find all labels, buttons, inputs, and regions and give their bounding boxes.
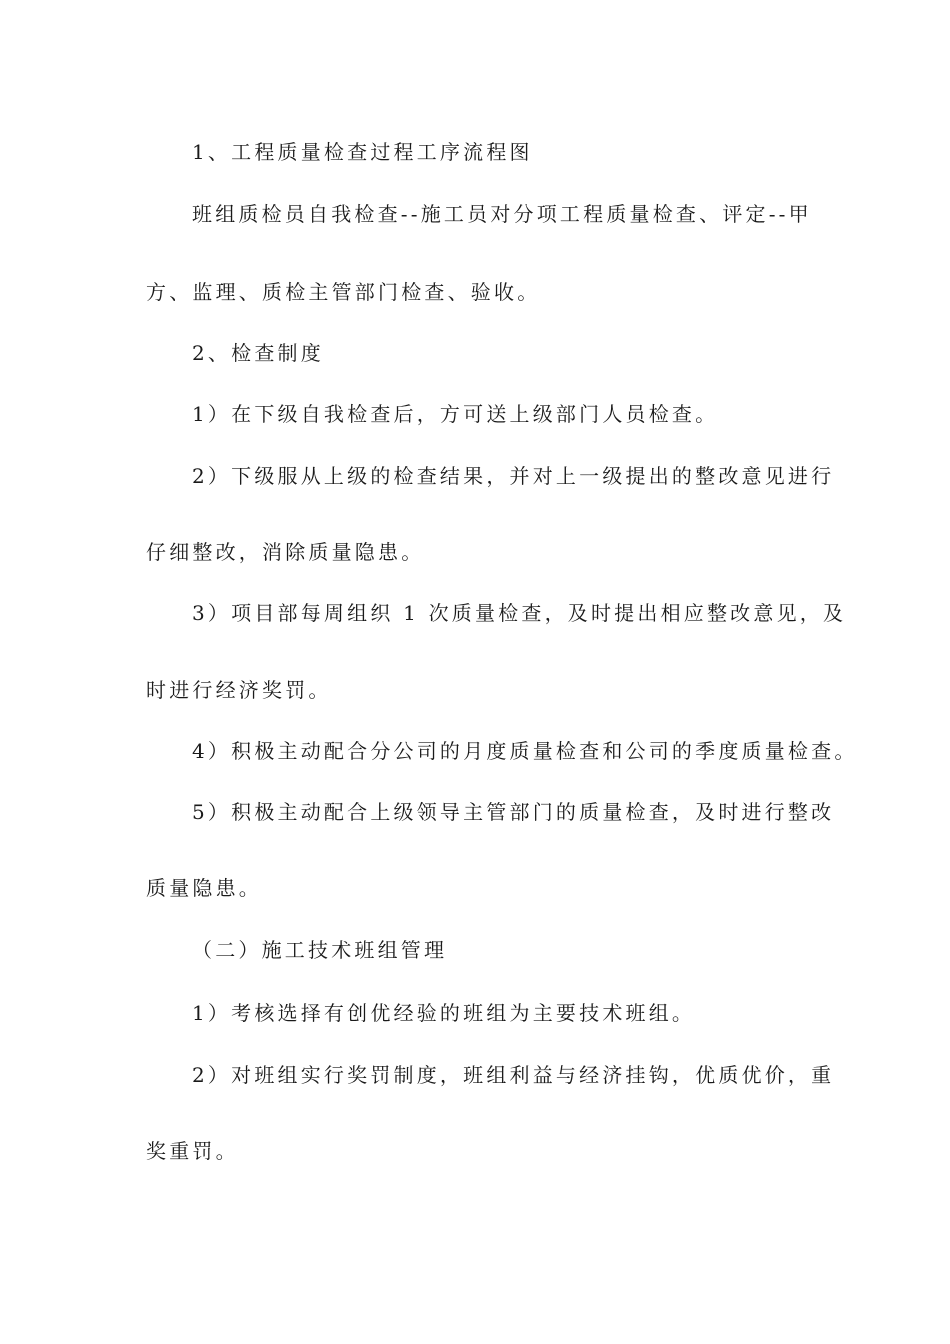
paragraph-line: 时进行经济奖罚。 <box>146 678 332 702</box>
heading-team-management: （二）施工技术班组管理 <box>192 938 448 962</box>
heading-process-flow: 1、工程质量检查过程工序流程图 <box>192 140 533 164</box>
paragraph-line: 班组质检员自我检查--施工员对分项工程质量检查、评定--甲 <box>192 202 812 226</box>
paragraph-line: 奖重罚。 <box>146 1139 239 1163</box>
paragraph-line: 1）考核选择有创优经验的班组为主要技术班组。 <box>192 1001 696 1025</box>
paragraph-line: 4）积极主动配合分公司的月度质量检查和公司的季度质量检查。 <box>192 739 858 763</box>
paragraph-line: 仔细整改，消除质量隐患。 <box>146 540 425 564</box>
paragraph-line: 方、监理、质检主管部门检查、验收。 <box>146 280 541 304</box>
paragraph-line: 2）对班组实行奖罚制度，班组利益与经济挂钩，优质优价，重 <box>192 1063 835 1087</box>
paragraph-line: 5）积极主动配合上级领导主管部门的质量检查，及时进行整改 <box>192 800 835 824</box>
paragraph-line: 1）在下级自我检查后，方可送上级部门人员检查。 <box>192 402 719 426</box>
paragraph-line: 2）下级服从上级的检查结果，并对上一级提出的整改意见进行 <box>192 464 835 488</box>
heading-inspection-system: 2、检查制度 <box>192 341 324 365</box>
paragraph-line: 质量隐患。 <box>146 876 262 900</box>
paragraph-line: 3）项目部每周组织 1 次质量检查，及时提出相应整改意见，及 <box>192 601 847 625</box>
